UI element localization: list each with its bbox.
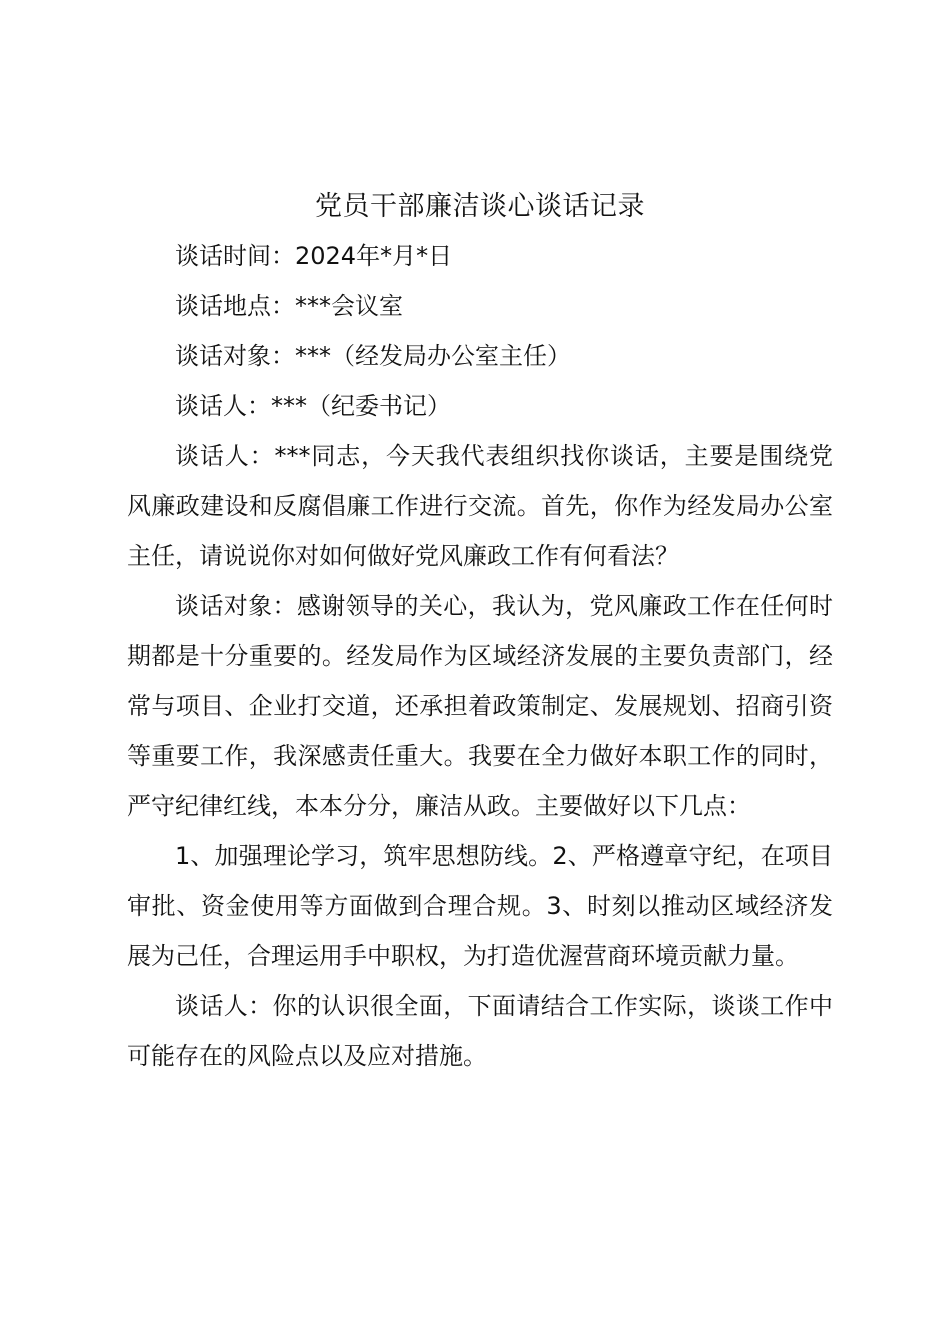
talk-location: 谈话地点：***会议室 <box>175 292 403 320</box>
talk-time: 谈话时间：2024年*月*日 <box>175 242 453 270</box>
dialogue-paragraph: 谈话对象：感谢领导的关心，我认为，党风廉政工作在任何时期都是十分重要的。经发局作为区域经济发展的主要负责部门，经常与项目、企业打交道，还承担着政策制定、发展规划、招商引资等重要工作，我深感责任重大。我要在全力做好本职工作的同时，严守纪律红线，本本分分，廉洁从政。主要做好以下几点： <box>127 592 833 820</box>
dialogue-paragraph: 谈话人：***同志，今天我代表组织找你谈话，主要是围绕党风廉政建设和反腐倡廉工作进行交流。首先，你作为经发局办公室主任，请说说你对如何做好党风廉政工作有何看法？ <box>127 442 833 570</box>
dialogue-paragraph: 谈话人：你的认识很全面，下面请结合工作实际，谈谈工作中可能存在的风险点以及应对措施。 <box>127 992 833 1070</box>
dialogue-paragraph: 1、加强理论学习，筑牢思想防线。2、严格遵章守纪，在项目审批、资金使用等方面做到合理合规。3、时刻以推动区域经济发展为己任，合理运用手中职权，为打造优渥营商环境贡献力量。 <box>127 842 833 970</box>
talk-subject: 谈话对象：***（经发局办公室主任） <box>175 342 571 370</box>
document-body <box>127 231 833 1081</box>
document-title: 党员干部廉洁谈心谈话记录 <box>315 191 645 222</box>
talk-interviewer: 谈话人：***（纪委书记） <box>175 392 451 420</box>
